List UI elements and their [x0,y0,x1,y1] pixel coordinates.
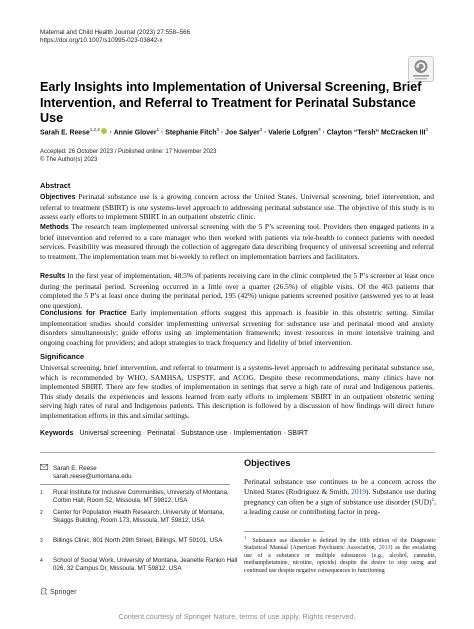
author-name[interactable]: Joe Salyer [225,129,260,137]
springer-horse-icon [40,587,48,597]
affiliation-number: 1 [40,490,43,496]
affiliation-1 [40,489,240,507]
journal-header [40,29,190,46]
author-name[interactable]: Sarah E. Reese [40,129,90,137]
author-affiliation-marker: 3 [259,127,263,132]
corresponding-author-email[interactable]: sarah.reese@umontana.edu [53,473,132,481]
objectives-text-part: , a leading cause or contributing factor in preg- [244,497,436,517]
author-name[interactable]: Valerie Lofgren [268,129,319,137]
journal-citation: Maternal and Child Health Journal (2023) 27:558–566 [40,29,191,36]
mail-icon[interactable] [40,464,49,473]
affiliation-text: Rural Institute for Inclusive Communities, University of Montana, Corbin Hall, Room 52, Missoula, MT 59812, USA [53,489,229,505]
affiliation-text: Billings Clinic, 801 North 29th Street, Billings, MT 59101, USA [53,537,223,544]
corresponding-author-name: Sarah E. Reese [53,465,97,472]
objectives-text-part: Perinatal substance use continues to be a concern across the United States (Rodriguez & Smith, [244,477,436,496]
objectives-label: Objectives [40,194,76,201]
affiliation-text: Center for Population Health Research, University of Montana, Skaggs Building, Room 173, Missoula, MT 59812, USA [53,509,225,525]
significance-heading: Significance [40,352,85,361]
keywords-label: Keywords [40,430,74,437]
affiliation-4 [40,557,240,575]
results-label: Results [40,273,66,280]
page-footer: Content courtesy of Springer Nature, terms of use apply. Rights reserved. [118,612,356,621]
author-affiliation-marker: 3 [425,127,428,132]
author-affiliation-marker: 3 [318,127,321,132]
affiliation-number: 2 [40,510,43,516]
abstract-results [40,271,434,310]
check-for-updates-icon [408,56,434,82]
methods-label: Methods [40,224,69,231]
author-affiliation-marker: 3 [216,127,220,132]
footnote-citation-link[interactable]: 2013 [378,545,391,552]
footnote-text: Substance use disorder is defined by the fifth edition of the Diagnostic Statistical Manual (American Psychiatric Association, [244,537,436,552]
author-name[interactable]: Stephanie Fitch [165,129,217,137]
affiliation-2 [40,509,240,535]
author-list: Sarah E. Reese$^{1,2,4}$ · Annie Glover$^1$ · Stephanie Fitch$^3$ · Joe Salyer$^3$ · Valerie Lofgren$^3$ · Clayton “Tersh” McCracken III$^3$ [40,127,428,137]
author-affiliation-marker: 1,2,4 [89,127,100,132]
author-affiliation-marker: 1 [156,127,160,132]
article-title: Early Insights into Implementation of Universal Screening, Brief Intervention, and Referral to Treatment for Perinatal Substance Use [40,80,422,125]
divider [40,452,435,453]
conclusions-text: Early implementation efforts suggest this approach is feasible in this obstetric setting. Similar implementation studies should consider implementing universal screening for substance use and perinatal mood and anxiety disorders simultaneously; guide efforts using an implementation framework; invest resources in more intensive training and ongoing coaching for providers; and adopt strategies to track frequency and fidelity of brief intervention. [40,308,434,347]
footnote-text: ) as the escalating use of a substance or multiple substances (e.g., alcohol, cannabis, methamphetamine, nicotine, opioids) despite the desire to stop using and continued use despite negative consequences to functioning [244,545,436,574]
footnote-number: 1 [244,535,247,540]
objectives-text-part: ). Substance use during pregnancy can often be a sign of substance use disorder (SUD) [244,486,436,507]
abstract-conclusions [40,308,434,347]
affiliation-number: 4 [40,558,43,564]
affiliation-3 [40,537,240,555]
objectives-section-heading: Objectives [244,458,291,468]
correspondence [40,464,132,481]
significance-text: Universal screening, brief intervention, and referral to treatment is a systems-level approach to addressing perinatal substance use, which is recommended by WHO, SAMHSA, USPSTF, and ACOG. Despite these recommendations, many clinics have not implemented SBIRT. There are few studies of implementation in settings that serve a high rate of rural and Indigenous patients. This study details the experiences and lessons learned from early efforts to implement SBIRT in an outpatient obstetric setting serving high rates of rural and Indigenous patients. This description is followed by a discussion of how findings will direct future implementation efforts in this and similar settings. [40,363,434,420]
publication-dates [40,148,216,164]
footnote [244,534,436,575]
footnote-marker[interactable]: 1 [431,498,435,504]
abstract-heading: Abstract [40,181,71,190]
divider [40,484,230,485]
abstract-objectives [40,192,434,222]
affiliation-number: 3 [40,538,43,544]
doi-link[interactable]: https://doi.org/10.1007/s10995-023-03842-x [40,37,163,45]
results-text: In the first year of implementation, 48.5% of patients receiving care in the clinic completed the 5 P’s screener at least once during the perinatal period. Screening occurred in a little over a quarter (26.5%) of eligible visits. Of the 463 patients that completed the 5 P’s at least once during the perinatal period, 195 (42%) unique patients screened positive (answered yes to at least one question). [40,271,434,310]
keywords [40,430,308,437]
conclusions-label: Conclusions for Practice [40,310,127,317]
affiliation-text: School of Social Work, University of Montana, Jeanette Rankin Hall 026, 32 Campus Dr, Missoula, MT 59812, USA [53,557,238,573]
footnote-divider [244,531,324,532]
accepted-published-dates: Accepted: 26 October 2023 / Published online: 17 November 2023 [40,149,217,155]
check-for-updates-badge[interactable] [408,56,434,82]
orcid-icon[interactable] [101,128,107,134]
abstract-methods [40,222,434,261]
publisher-name: Springer [50,589,77,596]
objectives-text: Perinatal substance use is a growing concern across the United States. Universal screening, brief intervention, and referral to treatment (SBIRT) is one systems-level approach to addressing perinatal substance use. The objective of this study is to assess early efforts to implement SBIRT in an outpatient obstetric clinic. [40,192,434,221]
copyright-line: © The Author(s) 2023 [40,157,98,163]
author-name[interactable]: Clayton “Tersh” McCracken III [326,129,426,137]
objectives-section-text [244,477,436,517]
keywords-list: Universal screening · Perinatal · Substance use · Implementation · SBIRT [79,430,309,437]
citation-link[interactable]: 2019 [351,486,367,496]
author-name[interactable]: Annie Glover [113,129,157,137]
methods-text: The research team implemented universal screening with the 5 P’s screening tool. Providers then engaged patients in a brief intervention and referred to a care manager who then worked with patients via tele-health to connect patients with needed services. Feasibility was measured through the collection of aggregate data describing frequency of universal screening and referral to treatment. The implementation team met bi-weekly to reflect on implementation barriers and facilitators. [40,222,434,261]
publisher-mark [40,587,76,597]
